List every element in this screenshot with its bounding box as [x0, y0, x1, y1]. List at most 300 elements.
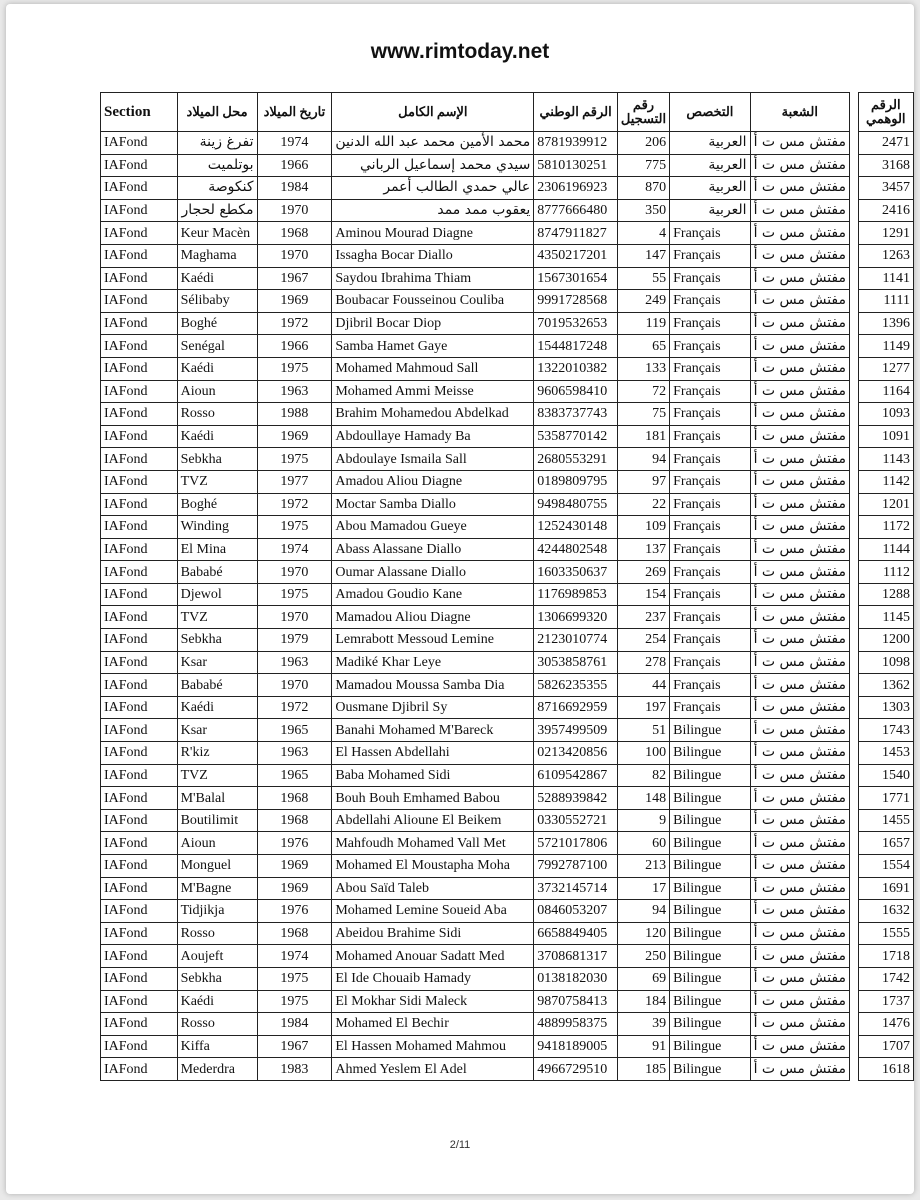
column-gap — [850, 900, 859, 923]
cell-fullname: Ousmane Djibril Sy — [332, 696, 534, 719]
cell-national-id: 0330552721 — [534, 809, 618, 832]
column-gap — [850, 132, 859, 155]
cell-registration: 775 — [617, 154, 669, 177]
cell-registration: 137 — [617, 538, 669, 561]
cell-fullname: Madiké Khar Leye — [332, 651, 534, 674]
column-gap — [850, 199, 859, 222]
cell-national-id: 1567301654 — [534, 267, 618, 290]
table-row — [101, 651, 914, 674]
cell-branch: مفتش مس ت أ — [750, 719, 849, 742]
column-gap — [850, 335, 859, 358]
cell-birthdate: 1968 — [257, 787, 332, 810]
cell-section: IAFond — [101, 606, 178, 629]
site-header: www.rimtoday.net — [370, 40, 550, 63]
table-row — [101, 448, 914, 471]
cell-fullname: Mohamed Ammi Meisse — [332, 380, 534, 403]
cell-fullname: Mohamed Lemine Soueid Aba — [332, 900, 534, 923]
cell-specialty: Bilingue — [670, 1013, 750, 1036]
column-gap — [850, 1058, 859, 1081]
table-row — [101, 403, 914, 426]
column-gap — [850, 448, 859, 471]
cell-national-id: 2680553291 — [534, 448, 618, 471]
cell-section: IAFond — [101, 764, 178, 787]
cell-specialty: Français — [670, 629, 750, 652]
cell-fullname: Mohamed Mahmoud Sall — [332, 357, 534, 380]
cell-registration: 4 — [617, 222, 669, 245]
cell-national-id: 7992787100 — [534, 855, 618, 878]
cell-birthdate: 1972 — [257, 312, 332, 335]
cell-fullname: Brahim Mohamedou Abdelkad — [332, 403, 534, 426]
cell-birthdate: 1970 — [257, 199, 332, 222]
cell-national-id: 4244802548 — [534, 538, 618, 561]
cell-birthdate: 1966 — [257, 154, 332, 177]
cell-section: IAFond — [101, 199, 178, 222]
cell-specialty: Bilingue — [670, 1035, 750, 1058]
cell-birthplace: M'Bagne — [177, 877, 257, 900]
cell-birthplace: مكطع لحجار — [177, 199, 257, 222]
cell-birthdate: 1969 — [257, 855, 332, 878]
table-row — [101, 719, 914, 742]
cell-registration: 197 — [617, 696, 669, 719]
cell-specialty: Français — [670, 267, 750, 290]
table-row — [101, 335, 914, 358]
cell-birthdate: 1970 — [257, 674, 332, 697]
cell-birthdate: 1979 — [257, 629, 332, 652]
cell-section: IAFond — [101, 493, 178, 516]
cell-fullname: Abdoulaye Ismaila Sall — [332, 448, 534, 471]
cell-section: IAFond — [101, 583, 178, 606]
cell-section: IAFond — [101, 877, 178, 900]
column-gap — [850, 606, 859, 629]
cell-fullname: يعقوب ممد ممد — [332, 199, 534, 222]
cell-fullname: Samba Hamet Gaye — [332, 335, 534, 358]
cell-birthplace: Kaédi — [177, 267, 257, 290]
cell-birthplace: El Mina — [177, 538, 257, 561]
cell-section: IAFond — [101, 267, 178, 290]
table-row — [101, 855, 914, 878]
cell-birthdate: 1974 — [257, 132, 332, 155]
table-row — [101, 606, 914, 629]
cell-anonymous-id: 1145 — [858, 606, 913, 629]
cell-branch: مفتش مس ت أ — [750, 787, 849, 810]
cell-branch: مفتش مس ت أ — [750, 832, 849, 855]
cell-birthplace: تفرغ زينة — [177, 132, 257, 155]
cell-national-id: 9418189005 — [534, 1035, 618, 1058]
cell-national-id: 3957499509 — [534, 719, 618, 742]
table-row — [101, 132, 914, 155]
cell-anonymous-id: 1453 — [858, 742, 913, 765]
table-row — [101, 809, 914, 832]
cell-registration: 97 — [617, 470, 669, 493]
cell-birthplace: Boutilimit — [177, 809, 257, 832]
cell-anonymous-id: 1263 — [858, 244, 913, 267]
table-row — [101, 787, 914, 810]
table-row — [101, 583, 914, 606]
table-row — [101, 742, 914, 765]
cell-birthdate: 1975 — [257, 357, 332, 380]
cell-registration: 181 — [617, 425, 669, 448]
column-gap — [850, 674, 859, 697]
cell-branch: مفتش مس ت أ — [750, 967, 849, 990]
cell-national-id: 1252430148 — [534, 516, 618, 539]
cell-fullname: Ahmed Yeslem El Adel — [332, 1058, 534, 1081]
cell-fullname: سيدي محمد إسماعيل الرباني — [332, 154, 534, 177]
cell-registration: 17 — [617, 877, 669, 900]
cell-branch: مفتش مس ت أ — [750, 1058, 849, 1081]
cell-anonymous-id: 1455 — [858, 809, 913, 832]
cell-birthplace: كنكوصة — [177, 177, 257, 200]
cell-branch: مفتش مس ت أ — [750, 538, 849, 561]
column-gap — [850, 244, 859, 267]
cell-birthdate: 1970 — [257, 606, 332, 629]
cell-section: IAFond — [101, 516, 178, 539]
cell-specialty: Bilingue — [670, 719, 750, 742]
table-row — [101, 493, 914, 516]
column-gap — [850, 742, 859, 765]
cell-section: IAFond — [101, 403, 178, 426]
cell-birthplace: Mederdra — [177, 1058, 257, 1081]
cell-anonymous-id: 1691 — [858, 877, 913, 900]
cell-birthplace: Sebkha — [177, 629, 257, 652]
cell-section: IAFond — [101, 832, 178, 855]
cell-specialty: Bilingue — [670, 922, 750, 945]
table-row — [101, 877, 914, 900]
cell-fullname: Mohamed El Bechir — [332, 1013, 534, 1036]
cell-registration: 120 — [617, 922, 669, 945]
cell-branch: مفتش مس ت أ — [750, 380, 849, 403]
table-row — [101, 674, 914, 697]
cell-specialty: Français — [670, 493, 750, 516]
cell-anonymous-id: 1771 — [858, 787, 913, 810]
cell-birthplace: Aoujeft — [177, 945, 257, 968]
cell-national-id: 5826235355 — [534, 674, 618, 697]
cell-branch: مفتش مس ت أ — [750, 877, 849, 900]
cell-branch: مفتش مس ت أ — [750, 516, 849, 539]
cell-national-id: 4889958375 — [534, 1013, 618, 1036]
cell-fullname: Amadou Aliou Diagne — [332, 470, 534, 493]
column-gap — [850, 177, 859, 200]
cell-birthdate: 1975 — [257, 448, 332, 471]
cell-specialty: العربية — [670, 199, 750, 222]
cell-registration: 82 — [617, 764, 669, 787]
cell-section: IAFond — [101, 335, 178, 358]
column-gap — [850, 583, 859, 606]
cell-birthdate: 1984 — [257, 1013, 332, 1036]
cell-anonymous-id: 1396 — [858, 312, 913, 335]
cell-national-id: 6658849405 — [534, 922, 618, 945]
header-anonymous-id: الرقم الوهمي — [858, 93, 913, 132]
cell-specialty: Français — [670, 244, 750, 267]
cell-section: IAFond — [101, 967, 178, 990]
cell-branch: مفتش مس ت أ — [750, 357, 849, 380]
column-gap — [850, 696, 859, 719]
cell-anonymous-id: 1743 — [858, 719, 913, 742]
cell-birthplace: Keur Macèn — [177, 222, 257, 245]
cell-national-id: 9498480755 — [534, 493, 618, 516]
table-row — [101, 945, 914, 968]
cell-fullname: Boubacar Fousseinou Couliba — [332, 290, 534, 313]
cell-branch: مفتش مس ت أ — [750, 855, 849, 878]
cell-anonymous-id: 2416 — [858, 199, 913, 222]
cell-birthdate: 1974 — [257, 945, 332, 968]
cell-fullname: Moctar Samba Diallo — [332, 493, 534, 516]
table-row — [101, 312, 914, 335]
cell-branch: مفتش مس ت أ — [750, 470, 849, 493]
page-number: 2/11 — [449, 1139, 471, 1151]
cell-branch: مفتش مس ت أ — [750, 651, 849, 674]
cell-anonymous-id: 1718 — [858, 945, 913, 968]
cell-section: IAFond — [101, 629, 178, 652]
cell-birthdate: 1969 — [257, 425, 332, 448]
cell-anonymous-id: 1742 — [858, 967, 913, 990]
cell-birthdate: 1972 — [257, 696, 332, 719]
table-row — [101, 922, 914, 945]
cell-specialty: Bilingue — [670, 764, 750, 787]
cell-birthdate: 1968 — [257, 809, 332, 832]
cell-specialty: Français — [670, 403, 750, 426]
cell-specialty: Bilingue — [670, 787, 750, 810]
cell-birthplace: Tidjikja — [177, 900, 257, 923]
cell-national-id: 8781939912 — [534, 132, 618, 155]
cell-anonymous-id: 1657 — [858, 832, 913, 855]
cell-registration: 69 — [617, 967, 669, 990]
cell-registration: 9 — [617, 809, 669, 832]
cell-birthdate: 1965 — [257, 719, 332, 742]
cell-section: IAFond — [101, 945, 178, 968]
table-row — [101, 629, 914, 652]
cell-national-id: 3053858761 — [534, 651, 618, 674]
cell-registration: 94 — [617, 900, 669, 923]
cell-registration: 55 — [617, 267, 669, 290]
cell-birthdate: 1975 — [257, 516, 332, 539]
cell-branch: مفتش مس ت أ — [750, 335, 849, 358]
cell-birthdate: 1972 — [257, 493, 332, 516]
cell-section: IAFond — [101, 719, 178, 742]
cell-fullname: Mamadou Aliou Diagne — [332, 606, 534, 629]
cell-birthdate: 1969 — [257, 877, 332, 900]
cell-national-id: 5810130251 — [534, 154, 618, 177]
cell-national-id: 5288939842 — [534, 787, 618, 810]
cell-specialty: Bilingue — [670, 832, 750, 855]
cell-branch: مفتش مس ت أ — [750, 290, 849, 313]
cell-national-id: 1176989853 — [534, 583, 618, 606]
cell-national-id: 9991728568 — [534, 290, 618, 313]
cell-fullname: Baba Mohamed Sidi — [332, 764, 534, 787]
cell-fullname: Saydou Ibrahima Thiam — [332, 267, 534, 290]
cell-national-id: 4966729510 — [534, 1058, 618, 1081]
cell-section: IAFond — [101, 132, 178, 155]
cell-registration: 119 — [617, 312, 669, 335]
cell-registration: 72 — [617, 380, 669, 403]
cell-anonymous-id: 1362 — [858, 674, 913, 697]
cell-branch: مفتش مس ت أ — [750, 809, 849, 832]
cell-registration: 154 — [617, 583, 669, 606]
column-gap — [850, 290, 859, 313]
cell-birthdate: 1976 — [257, 832, 332, 855]
cell-specialty: Bilingue — [670, 945, 750, 968]
cell-specialty: Bilingue — [670, 967, 750, 990]
cell-registration: 213 — [617, 855, 669, 878]
column-gap — [850, 922, 859, 945]
table-row — [101, 516, 914, 539]
cell-birthdate: 1974 — [257, 538, 332, 561]
cell-birthdate: 1976 — [257, 900, 332, 923]
cell-registration: 22 — [617, 493, 669, 516]
cell-section: IAFond — [101, 222, 178, 245]
cell-national-id: 8383737743 — [534, 403, 618, 426]
cell-branch: مفتش مس ت أ — [750, 312, 849, 335]
header-branch: الشعبة — [750, 93, 849, 132]
cell-national-id: 0213420856 — [534, 742, 618, 765]
cell-birthplace: Maghama — [177, 244, 257, 267]
table-row — [101, 222, 914, 245]
column-gap — [850, 945, 859, 968]
cell-fullname: Mahfoudh Mohamed Vall Met — [332, 832, 534, 855]
cell-specialty: العربية — [670, 154, 750, 177]
cell-section: IAFond — [101, 177, 178, 200]
cell-section: IAFond — [101, 809, 178, 832]
cell-section: IAFond — [101, 1058, 178, 1081]
cell-branch: مفتش مس ت أ — [750, 742, 849, 765]
header-fullname: الإسم الكامل — [332, 93, 534, 132]
cell-fullname: Abou Mamadou Gueye — [332, 516, 534, 539]
cell-fullname: محمد الأمين محمد عبد الله الدنين — [332, 132, 534, 155]
cell-section: IAFond — [101, 561, 178, 584]
cell-birthdate: 1970 — [257, 561, 332, 584]
cell-specialty: Français — [670, 606, 750, 629]
cell-anonymous-id: 3168 — [858, 154, 913, 177]
cell-national-id: 6109542867 — [534, 764, 618, 787]
cell-national-id: 2123010774 — [534, 629, 618, 652]
cell-national-id: 5721017806 — [534, 832, 618, 855]
cell-anonymous-id: 1707 — [858, 1035, 913, 1058]
cell-registration: 75 — [617, 403, 669, 426]
cell-national-id: 3708681317 — [534, 945, 618, 968]
cell-national-id: 0138182030 — [534, 967, 618, 990]
cell-anonymous-id: 1200 — [858, 629, 913, 652]
cell-registration: 250 — [617, 945, 669, 968]
column-gap — [850, 425, 859, 448]
cell-registration: 65 — [617, 335, 669, 358]
cell-registration: 206 — [617, 132, 669, 155]
table-row — [101, 538, 914, 561]
cell-birthdate: 1963 — [257, 651, 332, 674]
cell-national-id: 8716692959 — [534, 696, 618, 719]
column-gap — [850, 764, 859, 787]
cell-national-id: 1322010382 — [534, 357, 618, 380]
column-gap — [850, 719, 859, 742]
cell-anonymous-id: 1554 — [858, 855, 913, 878]
cell-branch: مفتش مس ت أ — [750, 244, 849, 267]
cell-fullname: Abdoullaye Hamady Ba — [332, 425, 534, 448]
column-gap — [850, 516, 859, 539]
table-row — [101, 1013, 914, 1036]
column-gap — [850, 493, 859, 516]
cell-specialty: Français — [670, 516, 750, 539]
document-page — [6, 4, 914, 1194]
cell-anonymous-id: 3457 — [858, 177, 913, 200]
cell-fullname: Mohamed El Moustapha Moha — [332, 855, 534, 878]
column-gap — [850, 403, 859, 426]
cell-fullname: Bouh Bouh Emhamed Babou — [332, 787, 534, 810]
cell-anonymous-id: 1112 — [858, 561, 913, 584]
table-row — [101, 425, 914, 448]
cell-birthdate: 1963 — [257, 742, 332, 765]
cell-branch: مفتش مس ت أ — [750, 900, 849, 923]
cell-birthdate: 1975 — [257, 990, 332, 1013]
table-row — [101, 967, 914, 990]
column-gap — [850, 877, 859, 900]
column-gap — [850, 629, 859, 652]
cell-specialty: Français — [670, 290, 750, 313]
cell-birthplace: R'kiz — [177, 742, 257, 765]
cell-registration: 350 — [617, 199, 669, 222]
cell-birthdate: 1966 — [257, 335, 332, 358]
cell-anonymous-id: 1098 — [858, 651, 913, 674]
cell-registration: 269 — [617, 561, 669, 584]
cell-specialty: Français — [670, 583, 750, 606]
column-gap — [850, 312, 859, 335]
cell-anonymous-id: 1111 — [858, 290, 913, 313]
cell-specialty: Français — [670, 380, 750, 403]
cell-fullname: Banahi Mohamed M'Bareck — [332, 719, 534, 742]
cell-fullname: El Mokhar Sidi Maleck — [332, 990, 534, 1013]
cell-specialty: Français — [670, 538, 750, 561]
cell-specialty: Français — [670, 448, 750, 471]
cell-national-id: 0189809795 — [534, 470, 618, 493]
cell-branch: مفتش مس ت أ — [750, 922, 849, 945]
cell-branch: مفتش مس ت أ — [750, 154, 849, 177]
cell-registration: 254 — [617, 629, 669, 652]
cell-anonymous-id: 2471 — [858, 132, 913, 155]
cell-fullname: Oumar Alassane Diallo — [332, 561, 534, 584]
column-gap — [850, 1035, 859, 1058]
column-gap — [850, 651, 859, 674]
cell-branch: مفتش مس ت أ — [750, 222, 849, 245]
cell-national-id: 9870758413 — [534, 990, 618, 1013]
cell-branch: مفتش مس ت أ — [750, 764, 849, 787]
table-row — [101, 990, 914, 1013]
cell-specialty: العربية — [670, 177, 750, 200]
cell-anonymous-id: 1172 — [858, 516, 913, 539]
table-row — [101, 290, 914, 313]
cell-branch: مفتش مس ت أ — [750, 267, 849, 290]
cell-birthplace: Ksar — [177, 651, 257, 674]
cell-anonymous-id: 1277 — [858, 357, 913, 380]
table-row — [101, 764, 914, 787]
cell-registration: 147 — [617, 244, 669, 267]
cell-national-id: 8777666480 — [534, 199, 618, 222]
table-row — [101, 470, 914, 493]
cell-section: IAFond — [101, 1035, 178, 1058]
cell-anonymous-id: 1737 — [858, 990, 913, 1013]
cell-birthplace: Winding — [177, 516, 257, 539]
cell-national-id: 1603350637 — [534, 561, 618, 584]
cell-birthdate: 1968 — [257, 922, 332, 945]
cell-fullname: Mohamed Anouar Sadatt Med — [332, 945, 534, 968]
cell-section: IAFond — [101, 290, 178, 313]
cell-birthplace: بوتلميت — [177, 154, 257, 177]
table-row — [101, 267, 914, 290]
cell-national-id: 2306196923 — [534, 177, 618, 200]
cell-birthplace: Monguel — [177, 855, 257, 878]
cell-birthdate: 1967 — [257, 1035, 332, 1058]
cell-birthdate: 1969 — [257, 290, 332, 313]
cell-birthplace: Kaédi — [177, 696, 257, 719]
cell-registration: 278 — [617, 651, 669, 674]
cell-birthplace: TVZ — [177, 470, 257, 493]
cell-anonymous-id: 1540 — [858, 764, 913, 787]
